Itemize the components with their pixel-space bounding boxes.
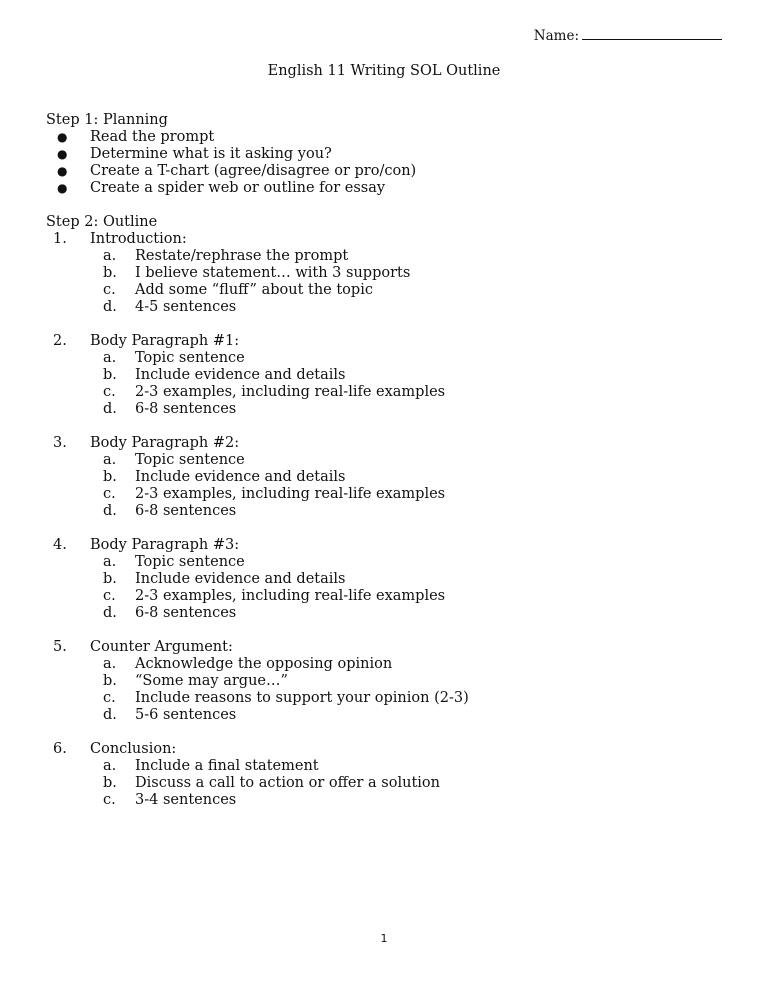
section-number: 1. (53, 231, 67, 247)
sub-item-text: Topic sentence (135, 452, 245, 468)
section-label: Counter Argument: (90, 639, 233, 655)
sub-item-letter: a. (103, 350, 117, 366)
sub-item (46, 469, 726, 486)
step2-heading: Step 2: Outline (46, 214, 158, 230)
sub-item-letter: a. (103, 656, 117, 672)
sub-item (46, 486, 726, 503)
sub-item-text: 2-3 examples, including real-life examples (135, 486, 446, 502)
section-number: 4. (53, 537, 67, 553)
sub-item-letter: c. (103, 690, 116, 706)
outline-section-counter-argument (46, 639, 726, 724)
spacer (46, 520, 726, 537)
sub-item (46, 758, 726, 775)
sub-item-letter: b. (103, 571, 117, 587)
sub-item-letter: c. (103, 384, 116, 400)
sub-item-text: “Some may argue…” (135, 673, 288, 689)
outline-section-body-1 (46, 333, 726, 418)
sub-item-text: 4-5 sentences (135, 299, 237, 315)
bullet-text: Create a T-chart (agree/disagree or pro/con) (90, 163, 417, 179)
sub-item-letter: b. (103, 469, 117, 485)
sub-item-text: Acknowledge the opposing opinion (135, 656, 393, 672)
sub-item-letter: c. (103, 588, 116, 604)
outline-section-conclusion (46, 741, 726, 809)
sub-item (46, 605, 726, 622)
section-heading (46, 537, 726, 554)
section-heading (46, 435, 726, 452)
sub-item-letter: b. (103, 775, 117, 791)
sub-item-text: Topic sentence (135, 350, 245, 366)
bullet-icon: ● (57, 164, 68, 178)
name-label: Name: (533, 28, 579, 44)
sub-item-letter: a. (103, 758, 117, 774)
section-number: 6. (53, 741, 67, 757)
sub-item-text: Topic sentence (135, 554, 245, 570)
sub-item (46, 401, 726, 418)
bullet-icon: ● (57, 147, 68, 161)
section-label: Introduction: (90, 231, 187, 247)
sub-item-text: Include evidence and details (135, 367, 346, 383)
sub-item (46, 248, 726, 265)
outline-section-body-3 (46, 537, 726, 622)
step1-bullet-list (46, 129, 726, 197)
sub-item-text: 2-3 examples, including real-life examples (135, 384, 446, 400)
section-number: 3. (53, 435, 67, 451)
sub-item-text: Discuss a call to action or offer a solution (135, 775, 440, 791)
sub-item-letter: a. (103, 554, 117, 570)
sub-item-text: Include reasons to support your opinion (2-3) (135, 690, 469, 706)
spacer (46, 316, 726, 333)
sub-item (46, 299, 726, 316)
section-heading (46, 333, 726, 350)
spacer (46, 724, 726, 741)
sub-item (46, 554, 726, 571)
sub-item-text: 6-8 sentences (135, 605, 237, 621)
sub-item (46, 384, 726, 401)
sub-item-text: Add some “fluff” about the topic (135, 282, 373, 298)
bullet-item (46, 146, 726, 163)
sub-item (46, 265, 726, 282)
page-number: 1 (380, 932, 388, 945)
section-number: 5. (53, 639, 67, 655)
sub-item-letter: d. (103, 605, 117, 621)
sub-item-letter: a. (103, 452, 117, 468)
bullet-text: Determine what is it asking you? (90, 146, 332, 162)
sub-item-letter: d. (103, 299, 117, 315)
sub-item-text: 5-6 sentences (135, 707, 237, 723)
sub-item-letter: c. (103, 486, 116, 502)
bullet-icon: ● (57, 181, 68, 195)
name-field-line (534, 27, 722, 44)
bullet-item (46, 180, 726, 197)
sub-item-letter: b. (103, 367, 117, 383)
sub-item (46, 690, 726, 707)
sub-item-text: 2-3 examples, including real-life examples (135, 588, 446, 604)
sub-item-letter: c. (103, 282, 116, 298)
spacer (46, 197, 726, 214)
sub-item-text: Restate/rephrase the prompt (135, 248, 349, 264)
sub-item-text: 6-8 sentences (135, 401, 237, 417)
sub-item-letter: a. (103, 248, 117, 264)
sub-item-text: Include evidence and details (135, 469, 346, 485)
bullet-text: Create a spider web or outline for essay (90, 180, 386, 196)
sub-item-text: 6-8 sentences (135, 503, 237, 519)
section-heading (46, 231, 726, 248)
sub-item-text: Include a final statement (135, 758, 319, 774)
outline-section-introduction (46, 231, 726, 316)
sub-item (46, 571, 726, 588)
section-label: Body Paragraph #2: (90, 435, 240, 451)
name-blank-line (582, 27, 722, 40)
bullet-icon: ● (57, 130, 68, 144)
document-body (46, 112, 726, 809)
sub-item (46, 792, 726, 809)
sub-item (46, 350, 726, 367)
sub-item (46, 707, 726, 724)
sub-item-letter: d. (103, 707, 117, 723)
spacer (46, 418, 726, 435)
sub-item-letter: b. (103, 265, 117, 281)
sub-item (46, 775, 726, 792)
sub-item-text: 3-4 sentences (135, 792, 237, 808)
sub-item (46, 656, 726, 673)
sub-item-text: Include evidence and details (135, 571, 346, 587)
outline-section-body-2 (46, 435, 726, 520)
bullet-item (46, 163, 726, 180)
section-heading (46, 639, 726, 656)
sub-item-letter: d. (103, 401, 117, 417)
section-number: 2. (53, 333, 67, 349)
sub-item (46, 588, 726, 605)
sub-item-letter: d. (103, 503, 117, 519)
document-title: English 11 Writing SOL Outline (267, 63, 501, 79)
sub-item-letter: c. (103, 792, 116, 808)
sub-item-letter: b. (103, 673, 117, 689)
sub-item-text: I believe statement… with 3 supports (135, 265, 411, 281)
sub-item (46, 282, 726, 299)
bullet-item (46, 129, 726, 146)
section-label: Conclusion: (90, 741, 177, 757)
step1-heading: Step 1: Planning (46, 112, 168, 128)
section-heading (46, 741, 726, 758)
sub-item (46, 503, 726, 520)
section-label: Body Paragraph #3: (90, 537, 240, 553)
section-label: Body Paragraph #1: (90, 333, 240, 349)
sub-item (46, 367, 726, 384)
spacer (46, 622, 726, 639)
sub-item (46, 673, 726, 690)
bullet-text: Read the prompt (90, 129, 215, 145)
sub-item (46, 452, 726, 469)
